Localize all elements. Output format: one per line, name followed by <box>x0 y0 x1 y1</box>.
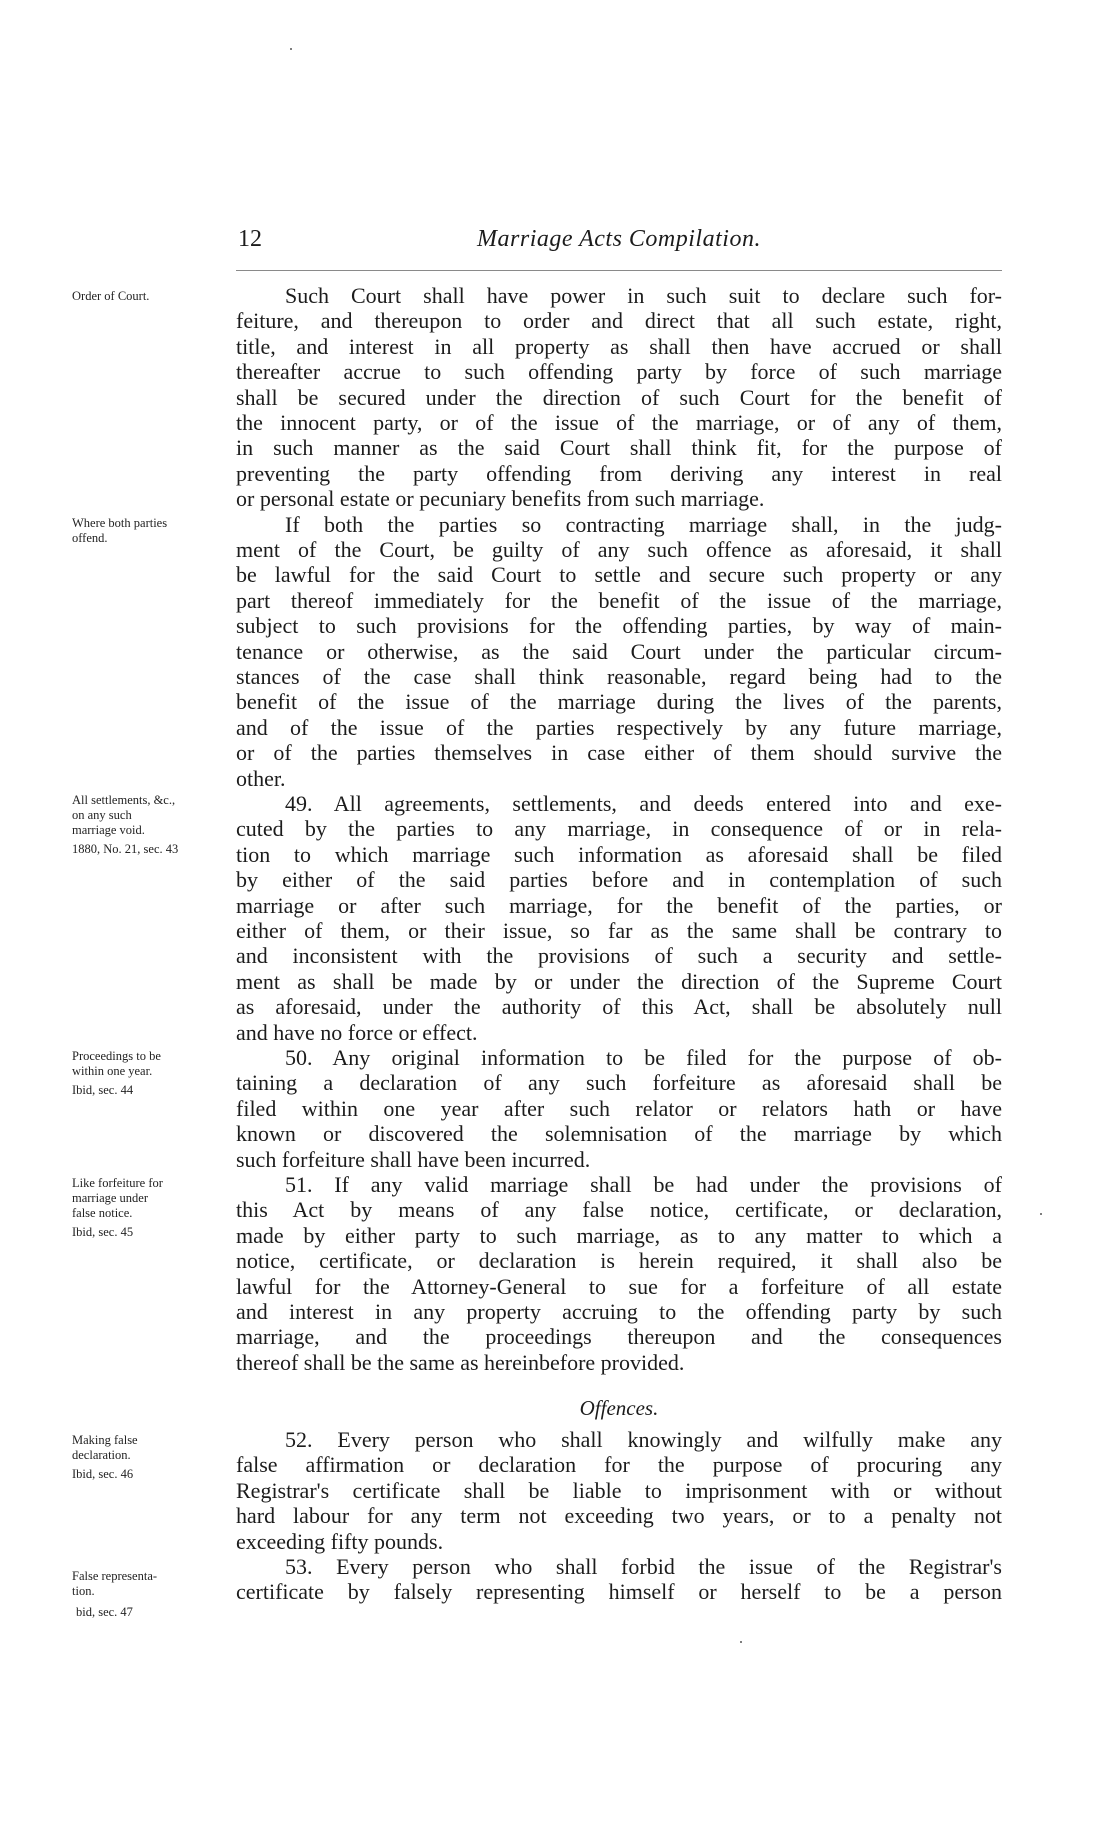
margin-note-false-notice <box>72 1176 163 1240</box>
margin-note-false-declaration <box>72 1433 138 1482</box>
text-line: false affirmation or declaration for the purpose of procuring any <box>236 1452 1002 1478</box>
text-line: benefit of the issue of the marriage during the lives of the parents, <box>236 689 1002 715</box>
text-line: cuted by the parties to any marriage, in consequence of or in rela- <box>236 816 1002 842</box>
margin-note-line: All settlements, &c., <box>72 793 176 807</box>
text-line: ment as shall be made by or under the direction of the Supreme Court <box>236 968 1002 994</box>
text-line: tion to which marriage such information as aforesaid shall be filed <box>236 841 1002 867</box>
text-line: by either of the said parties before and in contemplation of such <box>236 867 1002 893</box>
text-line: shall be secured under the direction of such Court for the benefit of <box>236 384 1002 410</box>
margin-note-line: within one year. <box>72 1064 153 1078</box>
margin-note-line: Where both parties <box>72 516 168 530</box>
margin-note-citation: Ibid, sec. 44 <box>72 1083 134 1097</box>
text-line: exceeding fifty pounds. <box>236 1528 444 1554</box>
text-line: made by either party to such marriage, as to any matter to which a <box>236 1222 1002 1248</box>
margin-note-line: Like forfeiture for <box>72 1176 163 1190</box>
margin-note-line: declaration. <box>72 1448 131 1462</box>
text-line: be lawful for the said Court to settle and secure such property or any <box>236 562 1002 588</box>
header-rule <box>236 270 1002 271</box>
section-heading-offences: Offences. <box>579 1396 659 1420</box>
margin-note-settlements-void <box>72 793 178 857</box>
text-line: in such manner as the said Court shall think fit, for the purpose of <box>236 435 1002 461</box>
text-line: 53. Every person who shall forbid the issue of the Registrar's <box>285 1554 1002 1579</box>
margin-note-both-parties-offend <box>72 516 167 546</box>
text-line: stances of the case shall think reasonable, regard being had to the <box>236 664 1002 689</box>
text-line: marriage, and the proceedings thereupon and the consequences <box>236 1324 1002 1350</box>
margin-note-line: Order of Court. <box>72 289 150 303</box>
text-line: such forfeiture shall have been incurred. <box>236 1146 591 1172</box>
text-line: or of the parties themselves in case either of them should survive the <box>236 740 1002 766</box>
text-line: 50. Any original information to be filed for the purpose of ob- <box>285 1045 1002 1070</box>
speck <box>290 48 292 50</box>
text-line: taining a declaration of any such forfeiture as aforesaid shall be <box>236 1070 1002 1096</box>
text-line: 52. Every person who shall knowingly and wilfully make any <box>285 1427 1002 1452</box>
margin-note-line: marriage void. <box>72 823 145 837</box>
text-line: title, and interest in all property as shall then have accrued or shall <box>236 333 1002 359</box>
text-line: either of them, or their issue, so far as the same shall be contrary to <box>236 918 1002 943</box>
text-line: part thereof immediately for the benefit of the issue of the marriage, <box>236 587 1002 613</box>
text-line: thereof shall be the same as hereinbefore provided. <box>236 1349 685 1375</box>
text-line: hard labour for any term not exceeding two years, or to a penalty not <box>236 1503 1002 1529</box>
text-line: filed within one year after such relator or relators hath or have <box>236 1095 1002 1121</box>
margin-note-false-representation <box>72 1569 157 1620</box>
margin-note-order-of-court <box>72 289 149 304</box>
speck <box>740 1641 742 1643</box>
text-line: certificate by falsely representing himself or herself to be a person <box>236 1579 1002 1605</box>
margin-note-line: on any such <box>72 808 132 822</box>
text-line: 49. All agreements, settlements, and deeds entered into and exe- <box>285 791 1002 816</box>
margin-note-line: tion. <box>72 1584 95 1598</box>
text-line: notice, certificate, or declaration is herein required, it shall also be <box>236 1248 1002 1274</box>
margin-note-citation: 1880, No. 21, sec. 43 <box>72 842 179 856</box>
margin-note-line: Proceedings to be <box>72 1049 161 1063</box>
text-line: Such Court shall have power in such suit to declare such for- <box>285 283 1002 308</box>
text-line: If both the parties so contracting marriage shall, in the judg- <box>285 511 1002 537</box>
text-line: and inconsistent with the provisions of such a security and settle- <box>236 943 1002 969</box>
text-line: feiture, and thereupon to order and direct that all such estate, right, <box>236 308 1002 334</box>
margin-note-line: False representa- <box>72 1569 158 1583</box>
margin-note-line: offend. <box>72 531 108 545</box>
text-line: tenance or otherwise, as the said Court under the particular circum- <box>236 638 1002 664</box>
margin-note-citation: bid, sec. 47 <box>76 1605 133 1619</box>
text-line: 51. If any valid marriage shall be had under the provisions of <box>285 1172 1002 1197</box>
text-line: or personal estate or pecuniary benefits from such marriage. <box>236 486 765 512</box>
text-line: Registrar's certificate shall be liable to imprisonment with or without <box>236 1477 1002 1503</box>
text-line: known or discovered the solemnisation of the marriage by which <box>236 1121 1002 1147</box>
text-line: this Act by means of any false notice, certificate, or declaration, <box>236 1197 1002 1223</box>
text-line: other. <box>236 765 286 791</box>
text-line: as aforesaid, under the authority of this Act, shall be absolutely null <box>236 994 1002 1020</box>
margin-note-proceedings-one-year <box>72 1049 161 1098</box>
page-number: 12 <box>238 226 262 252</box>
text-line: subject to such provisions for the offending parties, by way of main- <box>236 613 1002 639</box>
running-title: Marriage Acts Compilation. <box>477 226 761 252</box>
text-line: preventing the party offending from deriving any interest in real <box>236 460 1002 486</box>
margin-note-citation: Ibid, sec. 46 <box>72 1467 134 1481</box>
text-line: and of the issue of the parties respectively by any future marriage, <box>236 714 1002 740</box>
margin-note-citation: Ibid, sec. 45 <box>72 1225 134 1239</box>
speck <box>1040 1213 1042 1215</box>
margin-note-line: marriage under <box>72 1191 149 1205</box>
text-line: thereafter accrue to such offending party by force of such marriage <box>236 359 1002 385</box>
text-line: and have no force or effect. <box>236 1019 478 1045</box>
margin-note-line: Making false <box>72 1433 138 1447</box>
text-line: and interest in any property accruing to the offending party by such <box>236 1299 1002 1324</box>
text-line: marriage or after such marriage, for the benefit of the parties, or <box>236 892 1002 918</box>
margin-note-line: false notice. <box>72 1206 133 1220</box>
text-line: lawful for the Attorney-General to sue for a forfeiture of all estate <box>236 1273 1002 1299</box>
text-line: ment of the Court, be guilty of any such offence as aforesaid, it shall <box>236 537 1002 562</box>
text-line: the innocent party, or of the issue of the marriage, or of any of them, <box>236 410 1002 435</box>
